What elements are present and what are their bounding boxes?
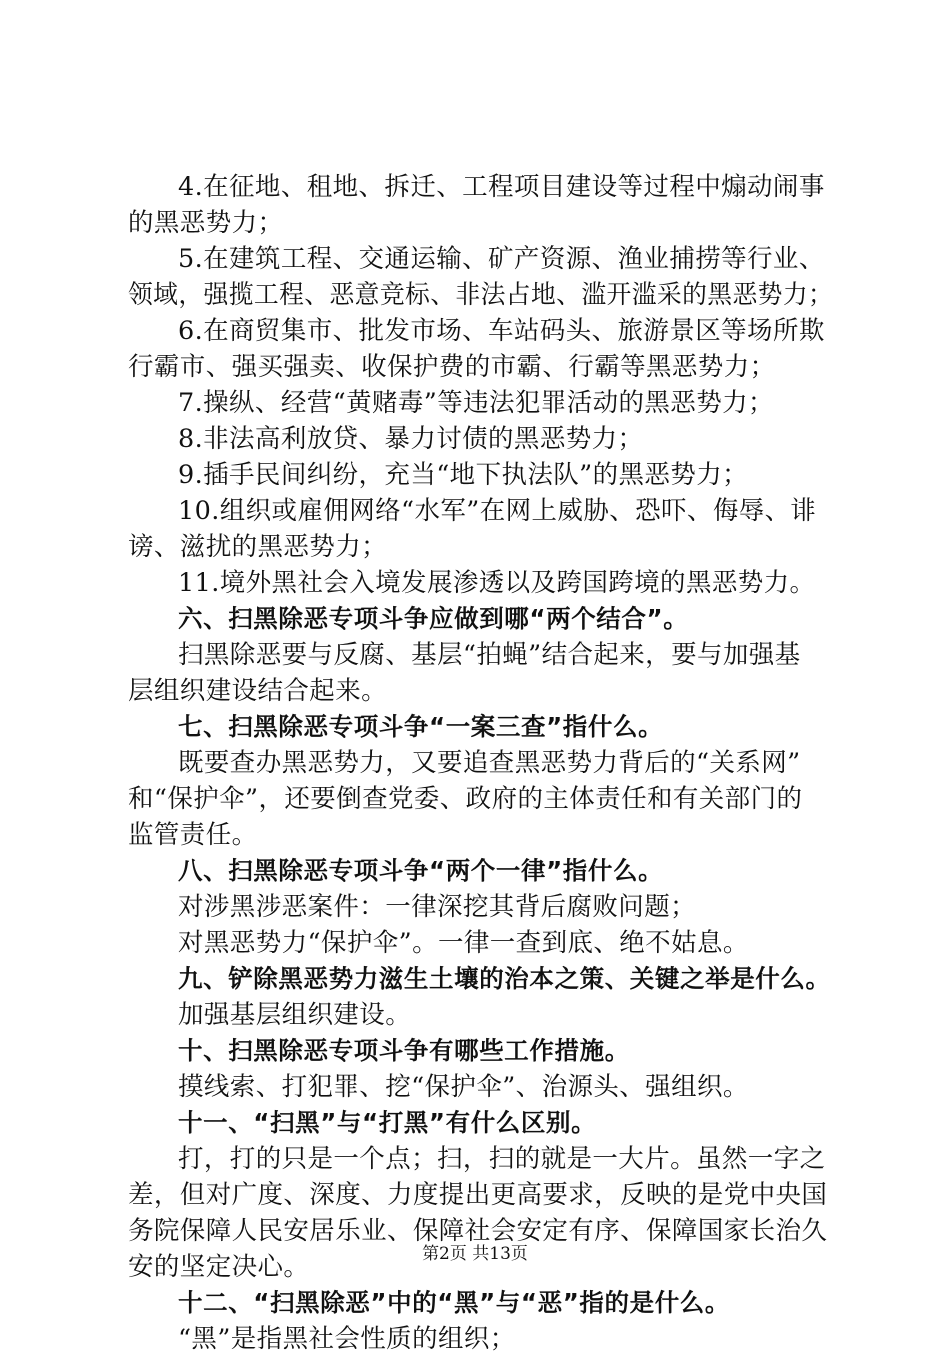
list-item-10-cont: 谤、滋扰的黑恶势力； (128, 532, 388, 562)
paragraph-7-cont: 监管责任。 (128, 820, 258, 850)
paragraph-12: “黑”是指黑社会性质的组织； (178, 1324, 516, 1354)
paragraph-9: 加强基层组织建设。 (178, 1000, 412, 1030)
section-heading-9: 九、铲除黑恶势力滋生土壤的治本之策、关键之举是什么。 (178, 964, 831, 993)
paragraph-7: 既要查办黑恶势力，又要追查黑恶势力背后的“关系网” (178, 748, 801, 778)
paragraph-7-cont: 和“保护伞”，还要倒查党委、政府的主体责任和有关部门的 (128, 784, 803, 814)
paragraph-8-b: 对黑恶势力“保护伞”。一律一查到底、绝不姑息。 (178, 928, 749, 958)
section-heading-12: 十二、“扫黑除恶”中的“黑”与“恶”指的是什么。 (178, 1288, 731, 1317)
paragraph-11-cont: 差，但对广度、深度、力度提出更高要求，反映的是党中央国 (128, 1180, 828, 1210)
paragraph-11: 打，打的只是一个点；扫，扫的就是一大片。虽然一字之 (178, 1144, 826, 1174)
section-heading-10: 十、扫黑除恶专项斗争有哪些工作措施。 (178, 1036, 630, 1065)
list-item-11: 11.境外黑社会入境发展渗透以及跨国跨境的黑恶势力。 (178, 568, 816, 598)
list-item-5: 5.在建筑工程、交通运输、矿产资源、渔业捕捞等行业、 (178, 244, 825, 274)
paragraph-8-a: 对涉黑涉恶案件：一律深挖其背后腐败问题； (178, 892, 697, 922)
paragraph-6-cont: 层组织建设结合起来。 (128, 676, 388, 706)
paragraph-11-cont: 务院保障人民安居乐业、保障社会安定有序、保障国家长治久 (128, 1216, 828, 1246)
section-heading-11: 十一、“扫黑”与“打黑”有什么区别。 (178, 1108, 597, 1137)
page-number-footer: 第2页 共13页 (422, 1244, 528, 1264)
list-item-9: 9.插手民间纠纷，充当“地下执法队”的黑恶势力； (178, 460, 749, 490)
list-item-8: 8.非法高利放贷、暴力讨债的黑恶势力； (178, 424, 644, 454)
list-item-4-cont: 的黑恶势力； (128, 208, 284, 238)
list-item-5-cont: 领域，强揽工程、恶意竞标、非法占地、滥开滥采的黑恶势力； (128, 280, 834, 310)
list-item-6: 6.在商贸集市、批发市场、车站码头、旅游景区等场所欺 (178, 316, 825, 346)
list-item-7: 7.操纵、经营“黄赌毒”等违法犯罪活动的黑恶势力； (178, 388, 774, 418)
paragraph-11-cont: 安的坚定决心。 (128, 1252, 310, 1282)
section-heading-7: 七、扫黑除恶专项斗争“一案三查”指什么。 (178, 712, 664, 741)
paragraph-6: 扫黑除恶要与反腐、基层“拍蝇”结合起来，要与加强基 (178, 640, 801, 670)
list-item-6-cont: 行霸市、强买强卖、收保护费的市霸、行霸等黑恶势力； (128, 352, 776, 382)
list-item-4: 4.在征地、租地、拆迁、工程项目建设等过程中煽动闹事 (178, 172, 825, 202)
list-item-10: 10.组织或雇佣网络“水军”在网上威胁、恐吓、侮辱、诽 (178, 496, 817, 526)
section-heading-6: 六、扫黑除恶专项斗争应做到哪“两个结合”。 (178, 604, 689, 633)
paragraph-10: 摸线索、打犯罪、挖“保护伞”、治源头、强组织。 (178, 1072, 749, 1102)
section-heading-8: 八、扫黑除恶专项斗争“两个一律”指什么。 (178, 856, 664, 885)
